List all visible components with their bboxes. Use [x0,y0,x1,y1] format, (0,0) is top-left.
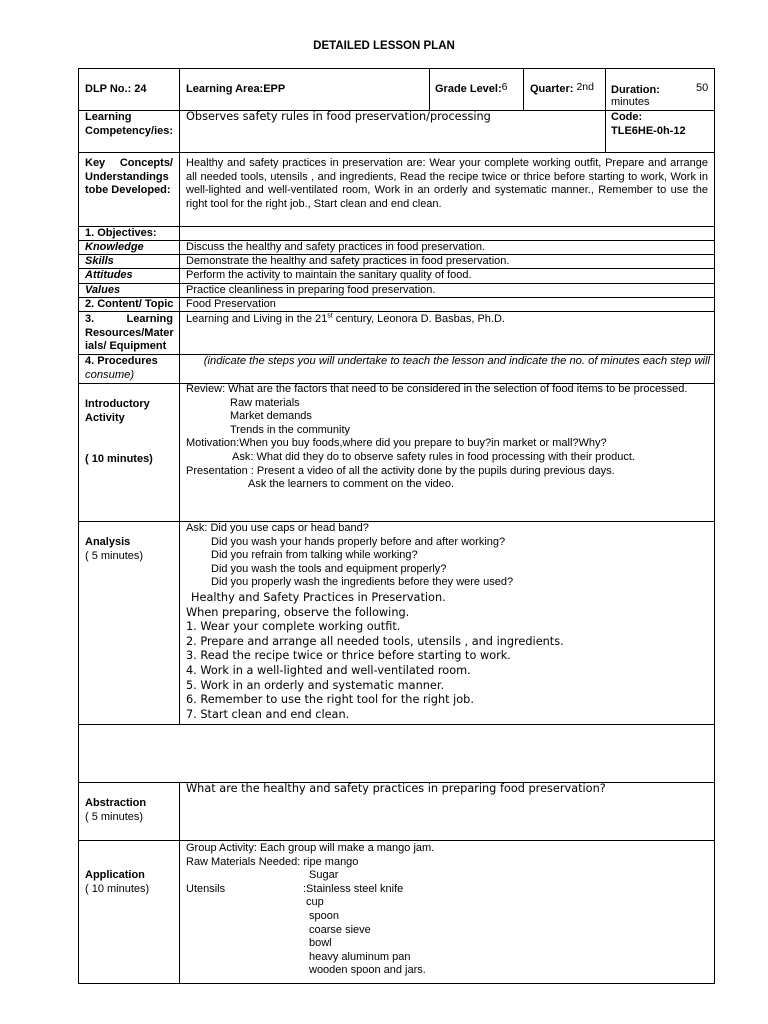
competency-text: Observes safety rules in food preservation/processing [186,110,491,123]
duration-number: 50 [696,82,709,94]
values-label: Values [85,284,121,296]
resources-text: Learning and Living in the 21st century, Leonora D. Basbas, Ph.D. [186,312,505,325]
knowledge-label: Knowledge [85,241,144,253]
duration-label: Duration: [611,84,660,96]
values-text: Practice cleanliness in preparing food preservation. [186,284,436,296]
key-concepts-text: Healthy and safety practices in preservation are: Wear your complete working outfit, Prepare and arrange all needed tools, utensils , and ingredients, Read the recipe twice or thrice before starting to work, Work in well-lighted and well-ventilated room, Work in an orderly and systematic manner., Remember to use the right tool for the right job., Start clean and end clean. [186,157,708,210]
abstraction-label: Abstraction [85,797,147,809]
analysis-practices: Healthy and Safety Practices in Preservation. When preparing, observe the following. 1. Wear your complete working outfit. 2. Prepare and arrange all needed tools, utensils , and ingredients. 3. Read the recipe twice or thrice before starting to work. 4. Work in a well-lighted and well-ventilated room. 5. Work in an orderly and systematic manner. 6. Remember to use the right tool for the right job. 7. Start clean and end clean. [186,591,564,721]
resources-label-line-1: 3. Learning [85,313,173,325]
analysis-minutes: ( 5 minutes) [85,549,144,562]
application-minutes: ( 10 minutes) [85,882,150,895]
key-concepts-label-line-1: Key Concepts/ [85,157,173,169]
abstraction-label-block [85,797,146,824]
application-text: Group Activity: Each group will make a mango jam. Raw Materials Needed: ripe mango Sugar Utensils :Stainless steel knife cup spoon coarse sieve bowl heavy aluminum pan wooden spoon and jars. [186,842,435,977]
objectives-label: 1. Objectives: [85,227,157,239]
code-label: Code: [611,111,643,123]
introductory-label: Introductory Activity [85,398,150,424]
application-label-block [85,869,149,896]
quarter [530,83,594,97]
introductory-minutes: ( 10 minutes) [85,453,153,465]
procedures-note-continued: consume) [85,368,135,381]
attitudes-text: Perform the activity to maintain the sanitary quality of food. [186,269,472,281]
competency-code [611,111,686,138]
content-label: 2. Content/ Topic [85,298,174,310]
resources-label-line-2: Resources/Mater [85,326,174,339]
abstraction-question: What are the healthy and safety practices in preparing food preservation? [186,782,606,795]
utensils-row: Utensils :Stainless steel knife [186,882,404,895]
competency-label-line-1: Learning [85,111,132,123]
quarter-value: 2nd [576,81,594,93]
application-label: Application [85,869,145,881]
resources-label-line-3: ials/ Equipment [85,340,167,353]
grade-level-label: Grade Level: [435,83,502,95]
analysis-label-block [85,536,143,563]
introductory-activity-text: Review: What are the factors that need to be considered in the selection of food items to be processed. Raw materials Market demands Trends in the community Motivation:When you buy foods,where did you prepare to buy?in market or mall?Why? Ask: What did they do to observe safety rules in food processing with their product. Presentation : Present a video of all the activity done by the pupils during previous days. Ask the learners to comment on the video. [186,383,688,491]
attitudes-label: Attitudes [85,269,133,281]
grade-level-value: 6 [501,81,508,93]
procedures-label: 4. Procedures [85,355,158,367]
key-concepts-label-line-3: tobe Developed: [85,184,171,197]
grade-level [435,83,507,97]
analysis-questions: Ask: Did you use caps or head band? Did you wash your hands properly before and after working? Did you refrain from talking while working? Did you wash the tools and equipment properly? Did you properly wash the ingredients before they were used? [186,522,514,589]
key-concepts-label [85,157,173,198]
code-value: TLE6HE-0h-12 [611,124,686,137]
abstraction-minutes: ( 5 minutes) [85,810,144,823]
page-title: DETAILED LESSON PLAN [313,40,455,52]
competency-label [85,111,173,138]
content-text: Food Preservation [186,298,276,310]
dlp-number: DLP No.: 24 [85,83,147,95]
key-concepts-label-line-2: Understandings [85,170,169,183]
resources-label [85,313,173,354]
duration-unit: minutes [611,96,650,108]
procedures-note: (indicate the steps you will undertake to teach the lesson and indicate the no. of minutes each step will [203,355,710,367]
quarter-label: Quarter: [530,83,574,95]
analysis-label: Analysis [85,536,131,548]
skills-text: Demonstrate the healthy and safety practices in food preservation. [186,255,510,267]
knowledge-text: Discuss the healthy and safety practices in food preservation. [186,241,485,253]
competency-label-line-2: Competency/ies: [85,124,174,137]
learning-area: Learning Area:EPP [186,83,286,95]
skills-label: Skills [85,255,114,267]
procedures-header [85,355,710,382]
